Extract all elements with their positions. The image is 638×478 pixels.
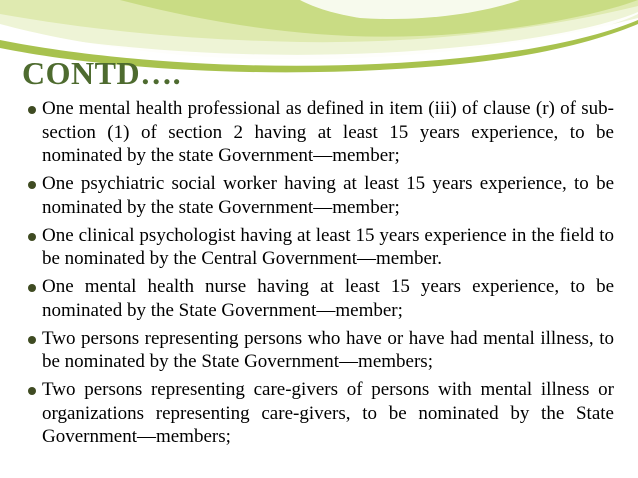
bullet-text: Two persons representing care-givers of persons with mental illness or organizations representing care-givers, to be nominated by the State Government—members;: [42, 379, 614, 447]
bullet-text: One psychiatric social worker having at least 15 years experience, to be nominated by the state Government—member;: [42, 173, 614, 218]
bullet-item: [42, 378, 614, 449]
bullet-dot-icon: [28, 387, 36, 395]
bullet-dot-icon: [28, 106, 36, 114]
slide-title: CONTD….: [22, 55, 182, 91]
bullet-text: One mental health professional as defined in item (iii) of clause (r) of sub-section (1) of section 2 having at least 15 years experience, to be nominated by the state Government—member;: [42, 98, 614, 166]
bullet-dot-icon: [28, 233, 36, 241]
bullet-dot-icon: [28, 284, 36, 292]
bullet-text: One mental health nurse having at least 15 years experience, to be nominated by the State Government—member;: [42, 276, 614, 321]
bullet-item: [42, 224, 614, 271]
bullet-dot-icon: [28, 181, 36, 189]
bullet-item: [42, 172, 614, 219]
bullet-text: One clinical psychologist having at least 15 years experience in the field to be nominated by the Central Government—member.: [42, 224, 614, 269]
bullet-item: [42, 275, 614, 322]
bullet-item: [42, 327, 614, 374]
bullet-item: [42, 97, 614, 168]
bullet-list: [0, 97, 638, 453]
bullet-dot-icon: [28, 336, 36, 344]
bullet-text: Two persons representing persons who have or have had mental illness, to be nominated by the State Government—members;: [42, 327, 614, 372]
